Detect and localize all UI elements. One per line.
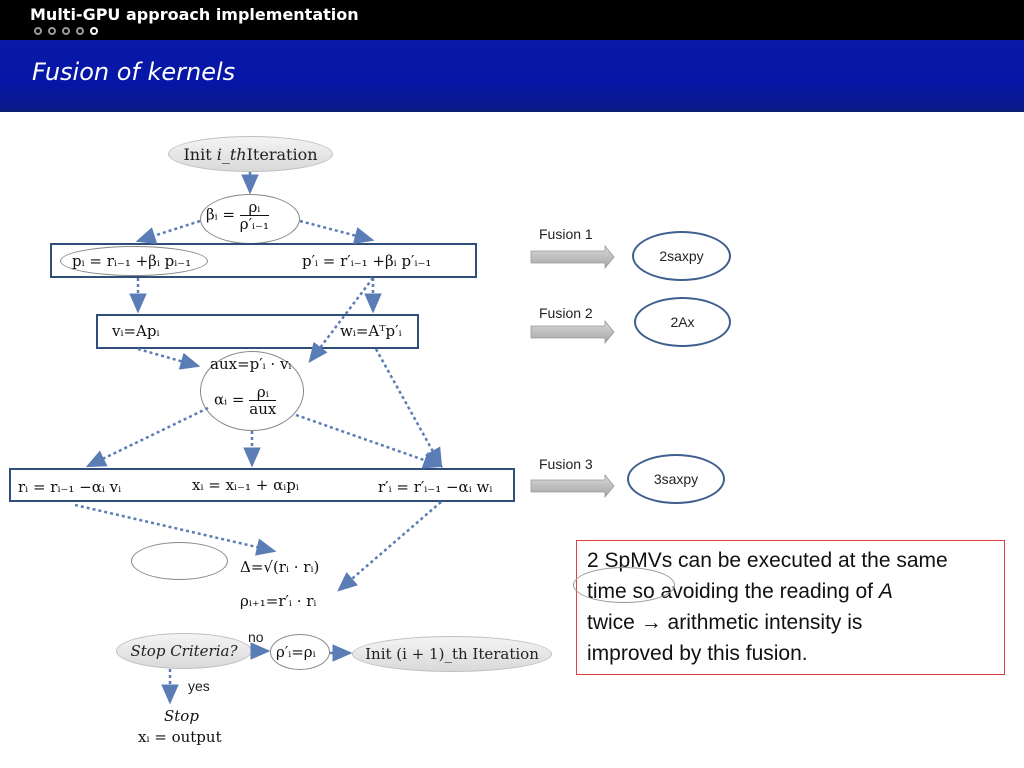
beta-lhs: βᵢ =: [206, 205, 240, 224]
fusion-arrow: [531, 475, 614, 497]
w-equation: wᵢ=Aᵀp′ᵢ: [340, 322, 402, 340]
right-arrow-icon: →: [640, 611, 662, 634]
output-label: xᵢ = output: [138, 728, 222, 746]
fusion-3-result: 3saxpy: [627, 454, 725, 504]
fusion-2-label: Fusion 2: [539, 305, 593, 321]
note-line-3: [587, 611, 862, 635]
fusion-2-result: 2Ax: [634, 297, 731, 347]
fusion-1-result: 2saxpy: [632, 231, 731, 281]
yes-label: yes: [188, 678, 210, 694]
note-line-2-italic: A: [878, 580, 893, 603]
init-pre: Init: [183, 144, 212, 164]
arrow: [138, 221, 200, 241]
note-line-4: improved by this fusion.: [587, 642, 808, 665]
rprime-equation: r′ᵢ = r′ᵢ₋₁ −αᵢ wᵢ: [378, 478, 493, 496]
arrow: [296, 415, 441, 466]
arrow: [376, 349, 441, 466]
section-title: Multi-GPU approach implementation: [30, 5, 359, 24]
fusion-arrow: [531, 321, 614, 343]
slide-title: Fusion of kernels: [32, 58, 236, 86]
x-equation: xᵢ = xᵢ₋₁ + αᵢpᵢ: [192, 476, 299, 494]
fusion-3-label: Fusion 3: [539, 456, 593, 472]
alpha-den: aux: [249, 400, 277, 418]
delta-equation: Δ=√(rᵢ · rᵢ): [240, 558, 320, 576]
fusion-note: [576, 540, 1005, 675]
fusion-1-label: Fusion 1: [539, 226, 593, 242]
arrow: [300, 221, 372, 240]
init-italic: i_th: [216, 144, 247, 164]
rho-update-equation: ρ′ᵢ=ρᵢ: [276, 643, 316, 661]
stop-label: Stop: [164, 707, 199, 725]
arrow: [75, 505, 274, 551]
beta-den: ρ′ᵢ₋₁: [239, 215, 269, 233]
p-equation: pᵢ = rᵢ₋₁ +βᵢ pᵢ₋₁: [72, 252, 192, 270]
fusion-arrow: [531, 246, 614, 268]
note-line-2-pre: time so avoiding the reading of: [587, 580, 879, 603]
aux-equation: aux=p′ᵢ · vᵢ: [210, 355, 292, 373]
stop-criteria-node: Stop Criteria?: [116, 633, 252, 669]
alpha-num: ρᵢ: [256, 383, 269, 401]
v-equation: vᵢ=Apᵢ: [112, 322, 160, 340]
pprime-equation: p′ᵢ = r′ᵢ₋₁ +βᵢ p′ᵢ₋₁: [302, 252, 432, 270]
note-line-1: 2 SpMVs can be executed at the same: [587, 549, 948, 572]
arrow: [310, 278, 373, 361]
no-label: no: [248, 629, 264, 645]
r-equation: rᵢ = rᵢ₋₁ −αᵢ vᵢ: [18, 478, 122, 496]
note-line-3-pre: twice: [587, 611, 641, 634]
highlight-ellipse: [573, 567, 675, 603]
rho-equation: ρᵢ₊₁=r′ᵢ · rᵢ: [240, 592, 317, 610]
next-iteration-node: Init (i + 1)_th Iteration: [352, 636, 552, 672]
alpha-lhs: αᵢ =: [214, 390, 250, 409]
note-line-3-post: arithmetic intensity is: [661, 611, 863, 634]
arrow: [88, 408, 208, 466]
beta-num: ρᵢ: [248, 198, 261, 216]
init-post: Iteration: [246, 144, 318, 164]
arrow: [339, 502, 441, 590]
fusion-arrows: [531, 246, 614, 497]
arrow: [138, 349, 198, 366]
